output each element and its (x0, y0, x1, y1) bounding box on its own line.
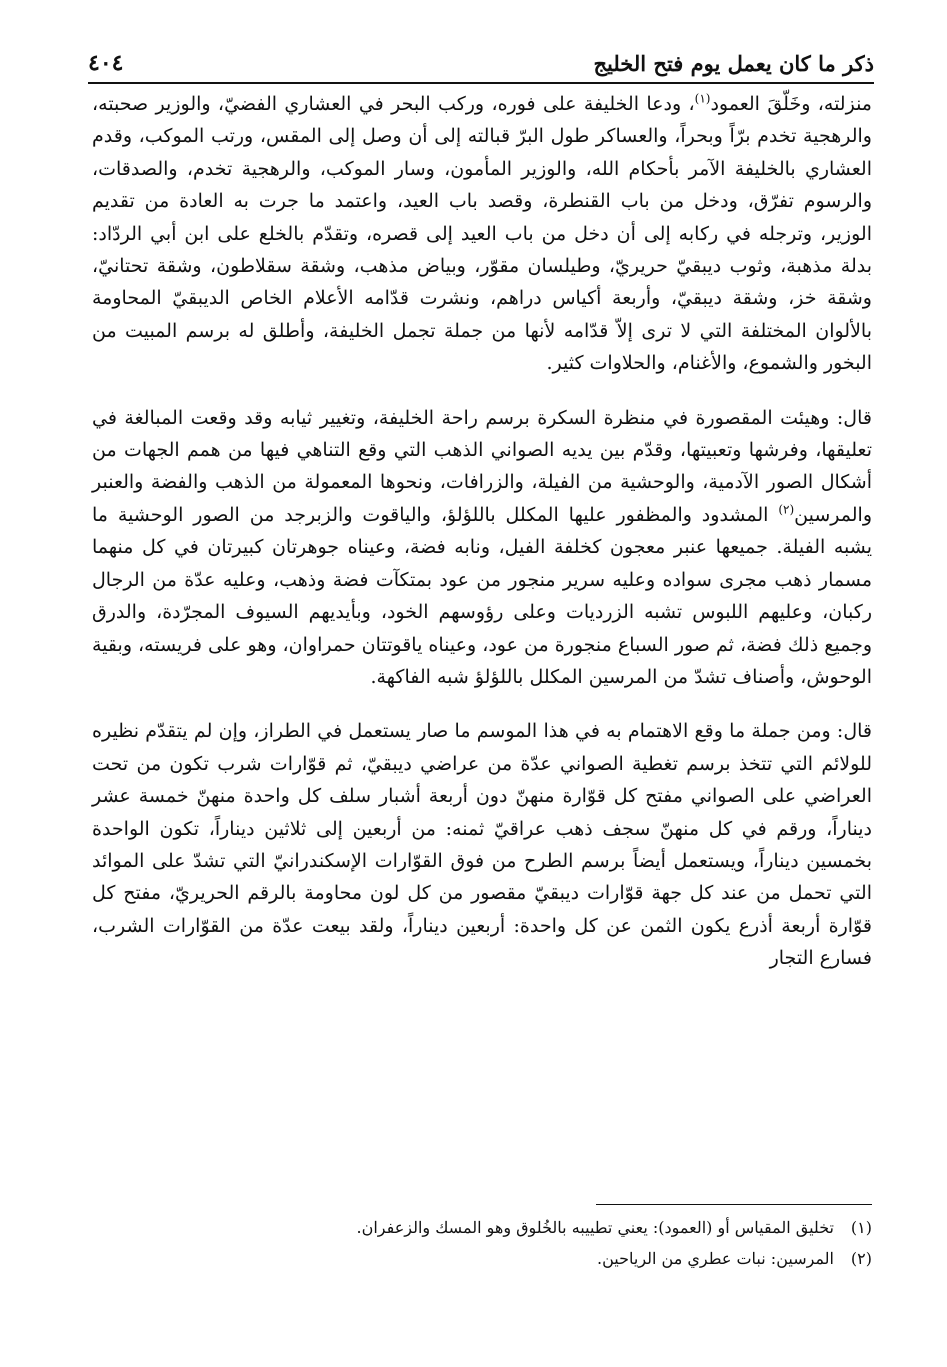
paragraph-2 (92, 402, 872, 694)
footnote-number: (١) (850, 1218, 872, 1237)
paragraph-text: المشدود والمظفور عليها المكلل باللؤلؤ، والياقوت والزبرجد من الصور الوحشية ما يشبه الفيلة. جميعها عنبر معجون كخلفة الفيل، ونابه فضة، وعيناه جوهرتان كبيرتان في كل منهما مسمار ذهب مجرى سواده وعليه سرير منجور من عود بمتكآت فضة وذهب، وعليه عدّة من الرجال ركبان، وعليهم اللبوس تشبه الزرديات وعلى رؤوسهم الخود، وبأيديهم السيوف المجرّدة، والدرق وجميع ذلك فضة، ثم صور السباع منجورة من عود، وعيناه ياقوتتان حمراوان، وهو على فريسته، وبقية الوحوش، وأصناف تشدّ من المرسين المكلل باللؤلؤ شبه الفاكهة. (92, 503, 872, 688)
paragraph-text: ، ودعا الخليفة على فوره، وركب البحر في العشاري الفضيّ، والوزير صحبته، والرهجية تخدم برّاً وبحراً، والعساكر طول البرّ قبالته إلى أن وصل إلى المقس، ورتب الموكب، وقدم العشاري بالخليفة الآمر بأحكام الله، والوزير المأمون، وسار الموكب، والرهجية تخدم، والصدقات، والرسوم تفرّق، ودخل من باب القنطرة، وقصد باب العيد، واعتمد ما جرت به العادة من تقديم الوزير، وترجله في ركابه إلى أن دخل من باب العيد إلى قصره، وتقدّم بالخلع على ابن أبي الردّاد: بدلة مذهبة، وثوب ديبقيّ حريريّ، وطيلسان مقوّر، وبياض مذهب، وشقة سقلاطون، وشقة تحتانيّ، وشقة خز، وشقة ديبقيّ، وأربعة أكياس دراهم، ونشرت قدّامه الأعلام الخاص الديبقيّ المحاومة بالألوان المختلفة التي لا ترى إلاّ قدّامه لأنها من جملة تجمل الخليفة، وأطلق له برسم المبيت من البخور والشموع، والأغنام، والحلاوات كثير. (92, 93, 872, 375)
header-rule (88, 82, 874, 84)
footnote-1 (92, 1212, 872, 1243)
footnote-2 (92, 1243, 872, 1274)
paragraph-text: قال: ومن جملة ما وقع الاهتمام به في هذا الموسم ما صار يستعمل في الطراز، وإن لم يتقدّم نظيره للولائم التي تتخذ برسم تغطية الصواني عدّة من عراضي ديبقيّ، ثم قوّارات شرب تكون من تحت العراضي على الصواني مفتح كل قوّارة منهنّ دون أربعة أشبار سلف كل واحدة منهنّ خمسة عشر ديناراً، ورقم في كل منهنّ سجف ذهب عراقيّ ثمنه: من أربعين إلى ثلاثين ديناراً، تكون الواحدة بخمسين ديناراً، ويستعمل أيضاً برسم الطرح من فوق القوّارات الإسكندرانيّ التي تشدّ على الموائد التي تحمل من عند كل جهة قوّارات ديبقيّ مقصور من كل لون محاومة بالرقم الحريريّ، مفتح كل قوّارة أربعة أذرع يكون الثمن عن كل واحدة: أربعين ديناراً، ولقد بيعت عدّة من القوّارات الشرب، فسارع التجار (92, 720, 872, 970)
footnote-ref-2: (٢) (778, 502, 795, 517)
page-header (88, 36, 874, 76)
footnote-ref-1: (١) (694, 91, 711, 106)
running-title: ذكر ما كان يعمل يوم فتح الخليج (593, 51, 874, 76)
footnote-number: (٢) (850, 1249, 872, 1268)
paragraph-3 (92, 715, 872, 974)
footnote-text: المرسين: نبات عطري من الرياحين. (597, 1249, 834, 1268)
main-text (92, 88, 872, 975)
paragraph-text: منزلته، وخَلّقَ العمود (710, 93, 872, 115)
footnote-rule (596, 1204, 872, 1205)
page-number: ٤٠٤ (88, 50, 124, 76)
paragraph-text: قال: وهيئت المقصورة في منظرة السكرة برسم راحة الخليفة، وتغيير ثيابه وقد وقعت المبالغة في تعليقها، وفرشها وتعبيتها، وقدّم بين يديه الصواني الذهب التي وقع التناهي فيها من همم الجهات من أشكال الصور الآدمية، والوحشية من الفيلة، والزرافات، ونحوها المعمولة من الذهب والفضة والعنبر والمرسين (92, 406, 872, 526)
footnotes (92, 1212, 872, 1274)
paragraph-1 (92, 88, 872, 380)
footnote-text: تخليق المقياس أو (العمود): يعني تطييبه بالخُلوق وهو المسك والزعفران. (356, 1218, 834, 1237)
